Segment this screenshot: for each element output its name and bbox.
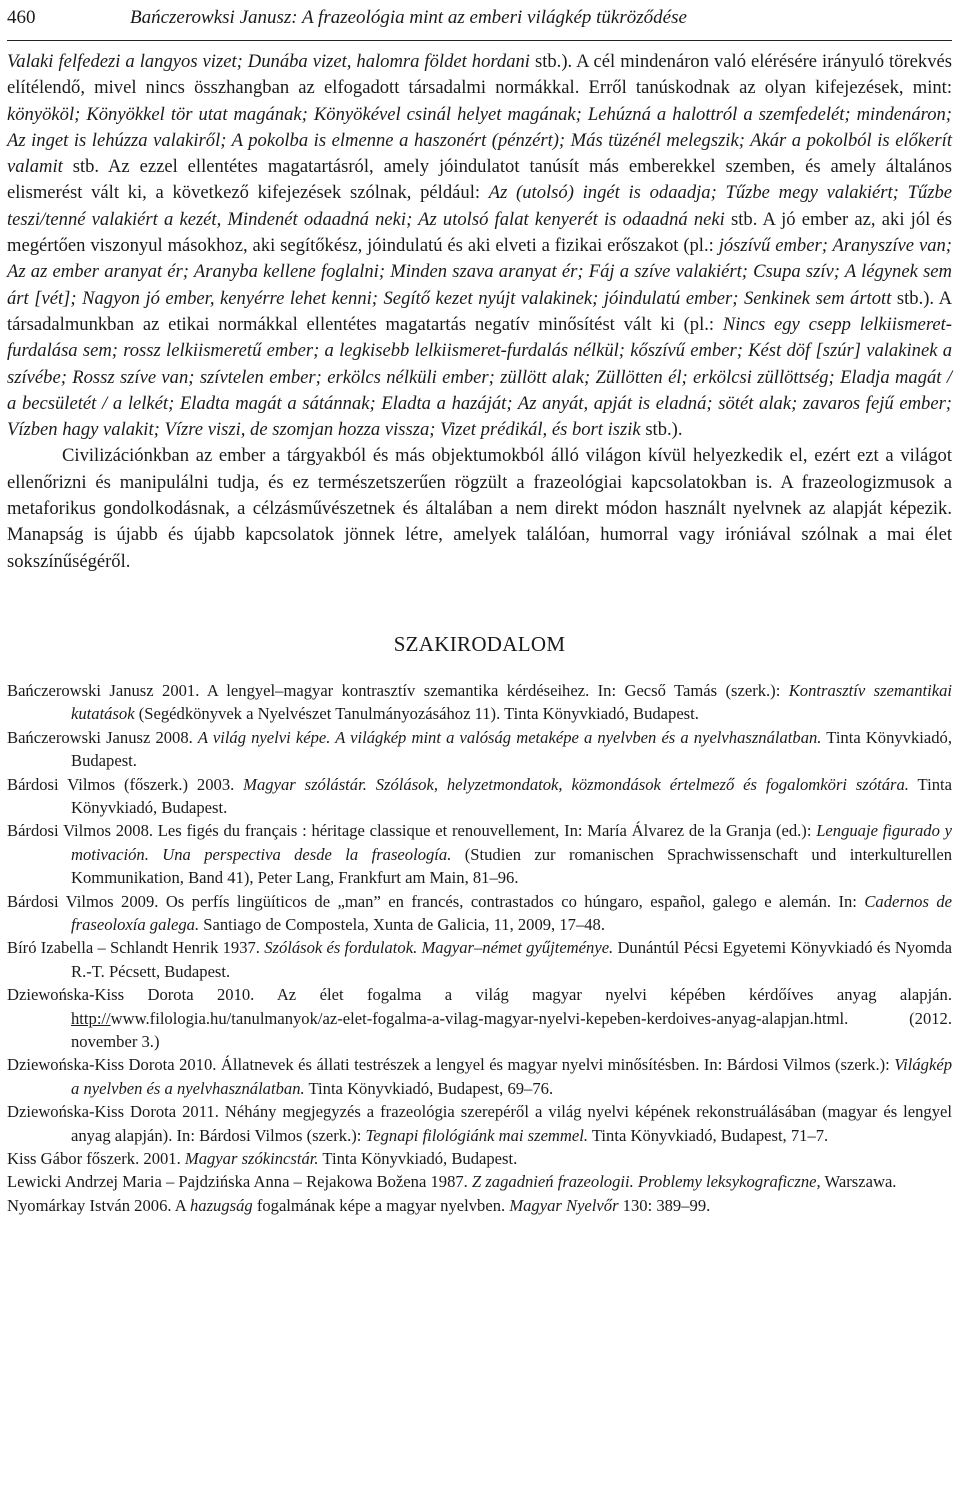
italic-text-run: Z zagadnień frazeologii. Problemy leksykograficzne, [471, 1172, 821, 1192]
italic-text-run: könyököl; Könyökkel tör utat magának; Könyökével csinál helyet magának; Lehúzná a halottról a szemfedelét; mindenáron; Az inget is lehúzza valakiről; A pokolba is elmenne a haszonért (pénzért); Más tüzénél melegszik; Akár a pokolból is előkerít valamit [7, 103, 952, 178]
text-run: 130: 389–99. [618, 1195, 711, 1215]
italic-text-run: Cadernos de fraseoloxía galega. [71, 891, 952, 934]
reference-entry [7, 1053, 952, 1100]
section-heading: SZAKIRODALOM [393, 631, 566, 656]
paragraph-2: Civilizációnkban az ember a tárgyakból és más objektumokból álló világon kívül helyezkedik el, ezért ezt a világot ellenőrizni és manipulálni tudja, és ez természetszerűen rögzült a frazeológiai kapcsolatokban is. A frazeologizmusok a metaforikus gondolkodásnak, a célzásművészetnek és általában a nem direkt módon használt nyelvnek az alapját képezik. Manapság is újabb és újabb kapcsolatok jönnek létre, amelyek találóan, humorral vagy iróniával szólnak a mai élet sokszínűségéről. [7, 445, 952, 572]
text-run: Nyomárkay István 2006. A [7, 1195, 190, 1215]
text-run: Bíró Izabella – Schlandt Henrik 1937. [7, 938, 265, 958]
italic-text-run: Lenguaje figurado y motivación. Una perspectiva desde la fraseología. [71, 821, 952, 864]
text-run: Kiss Gábor főszerk. 2001. [7, 1149, 185, 1169]
running-title: Bańczerowksi Janusz: A frazeológia mint az emberi világkép tükröződése [130, 7, 687, 28]
text-run: www.filologia.hu/tanulmanyok/az-elet-fogalma-a-vilag-magyar-nyelvi-kepeben-kerdoives-anyag-alapjan.html. (2012. november 3.) [71, 1008, 952, 1052]
text-run: Bańczerowski Janusz 2008. [7, 727, 198, 747]
italic-text-run: Valaki felfedezi a langyos vizet; Dunába vizet, halomra földet hordani [7, 51, 530, 72]
text-run: Warszawa. [820, 1172, 897, 1192]
text-run: Dziewońska-Kiss Dorota 2011. Néhány megjegyzés a frazeológia szerepéről a világ nyelvi képének rekonstruálásában (magyar és lengyel anyag alapján). In: Bárdosi Vilmos (szerk.): [7, 1102, 952, 1145]
italic-text-run: Kontrasztív szemantikai kutatások [71, 680, 952, 724]
text-run: Santiago de Compostela, Xunta de Galicia, 11, 2009, 17–48. [199, 915, 605, 934]
reference-entry [7, 1170, 952, 1193]
running-header [7, 0, 952, 41]
text-run: (Studien zur romanischen Sprachwissenschaft und interkulturellen Kommunikation, Band 41), Peter Lang, Frankfurt am Main, 81–96. [71, 844, 952, 888]
italic-text-run: Világkép a nyelvben és a nyelvhasználatban. [71, 1055, 952, 1098]
text-run: Bańczerowski Janusz 2001. A lengyel–magyar kontrasztív szemantika kérdéseihez. In: Gecső Tamás (szerk.): [7, 680, 789, 700]
italic-text-run: jószívű ember; Aranyszíve van; Az az ember aranyat ér; Aranyba kellene foglalni; Minden szava aranyat ér; Fáj a szíve valakiért; Csupa szív; A légynek sem árt [vét]; Nagyon jó ember, kenyérre lehet kenni; Segítő kezet nyújt valakinek; jóindulatú ember; Senkinek sem ártott [7, 235, 952, 309]
text-run: Tinta Könyvkiadó, Budapest. [71, 727, 952, 771]
text-run: Lewicki Andrzej Maria – Pajdzińska Anna – Rejakowa Božena 1987. [7, 1172, 472, 1192]
text-run: Dziewońska-Kiss Dorota 2010. Az élet fogalma a világ magyar nyelvi képében kérdőíves anyag alapján. [7, 985, 952, 1005]
text-run: Dunántúl Pécsi Egyetemi Könyvkiadó és Nyomda R.-T. Pécsett, Budapest. [71, 938, 952, 981]
italic-text-run: Az (utolsó) ingét is odaadja; Tűzbe megy valakiért; Tűzbe teszi/tenné valakiért a kezét, Mindenét odaadná neki; Az utolsó falat kenyerét is odaadná neki [7, 182, 953, 230]
page-number: 460 [7, 7, 36, 28]
text-run: Tinta Könyvkiadó, Budapest. [318, 1149, 518, 1169]
reference-entry [7, 679, 952, 726]
body-text [7, 49, 952, 575]
text-run: (Segédkönyvek a Nyelvészet Tanulmányozásához 11). Tinta Könyvkiadó, Budapest. [134, 704, 699, 724]
reference-link[interactable]: http:// [71, 1008, 111, 1028]
italic-text-run: Magyar szókincstár. [184, 1149, 319, 1169]
italic-text-run: Tegnapi filológiánk mai szemmel. [365, 1125, 589, 1145]
text-run: Bárdosi Vilmos (főszerk.) 2003. [7, 774, 244, 794]
reference-entry [7, 983, 952, 1053]
text-run: stb.). A társadalmunkban az etikai normákkal ellentétes magatartás negatív minősítést vált ki (pl.: [7, 287, 952, 335]
reference-entry [7, 819, 952, 889]
text-run: fogalmának képe a magyar nyelvben. [252, 1195, 510, 1215]
reference-entry [7, 773, 952, 820]
text-run: stb.). [640, 419, 683, 441]
text-run: Tinta Könyvkiadó, Budapest. [71, 774, 952, 817]
text-run: stb.). A cél mindenáron való elérésére irányuló törekvés elítélendő, mivel nincs összhangban az elfogadott társadalmi normákkal. Erről tanúskodnak az olyan kifejezések, mint: [7, 51, 952, 99]
italic-text-run: Szólások és fordulatok. Magyar–német gyűjteménye. [264, 938, 614, 958]
bibliography [7, 679, 952, 1217]
italic-text-run: A világ nyelvi képe. A világkép mint a valóság metaképe a nyelvben és a nyelvhasználatban. [197, 727, 822, 747]
reference-entry [7, 1147, 952, 1170]
text-run: Tinta Könyvkiadó, Budapest, 71–7. [588, 1125, 829, 1145]
reference-entry [7, 890, 952, 937]
text-run: Bárdosi Vilmos 2009. Os perfís lingüíticos de „man” en francés, contrastados co húngaro, español, galego e alemán. In: [7, 891, 865, 911]
italic-text-run: Magyar Nyelvőr [509, 1195, 619, 1215]
reference-entry [7, 1194, 952, 1217]
italic-text-run: Magyar szólástár. Szólások, helyzetmondatok, közmondások értelmező és fogalomköri szótára. [243, 774, 909, 794]
text-run: stb. Az ezzel ellentétes magatartásról, amely jóindulatot tanúsít más emberekkel szemben, és amely általános elismerést vált ki, a következő kifejezések szólnak, például: [7, 156, 952, 204]
italic-text-run: Nincs egy csepp lelkiismeret-furdalása sem; rossz lelkiismeretű ember; a legkisebb lelkiismeret-furdalás nélkül; kőszívű ember; Kést döf [szúr] valakinek a szívébe; Rossz szíve van; szívtelen ember; erkölcs nélküli ember; züllött alak; Züllötten él; erkölcsi züllöttség; Eladja magát / a becsületét / a lelkét; Eladta magát a sátánnak; Eladta a hazáját; Az anyát, apját is eladná; sötét alak; zavaros fejű ember; Vízben hagy valakit; Vízre viszi, de szomjan hozza vissza; Vizet prédikál, és bort iszik [7, 313, 952, 441]
text-run: stb. A jó ember az, aki jól és megértően viszonyul másokhoz, aki segítőkész, jóindulatú és aki elveti a fizikai erőszakot (pl.: [7, 208, 952, 257]
paragraph-1 [7, 49, 952, 443]
reference-entry [7, 726, 952, 773]
italic-text-run: hazugság [189, 1195, 253, 1215]
text-run: Tinta Könyvkiadó, Budapest, 69–76. [304, 1078, 554, 1098]
text-run: Dziewońska-Kiss Dorota 2010. Állatnevek és állati testrészek a lengyel és magyar nyelvi minősítésben. In: Bárdosi Vilmos (szerk.): [7, 1055, 895, 1075]
text-run: Bárdosi Vilmos 2008. Les figés du français : héritage classique et renouvellement, In: María Álvarez de la Granja (ed.): [7, 821, 817, 841]
reference-entry [7, 1100, 952, 1147]
reference-entry [7, 936, 952, 983]
